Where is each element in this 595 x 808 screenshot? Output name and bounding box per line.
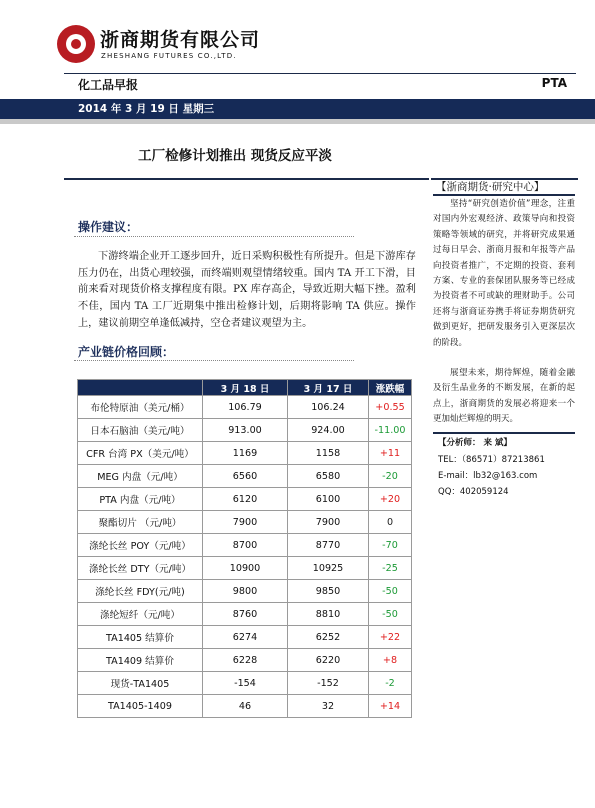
research-center-intro: 坚持“研究创造价值”理念，注重对国内外宏观经济、政策导向和投资策略等领域的研究，并将研究成果通过每日早会、浙商月报和年报等产品向投资者推广，不定期的投资、套利方案、专业的套保团队服务等已经成为投资者不可或缺的理财助手。公司还将与浙商证券携手将证券期货研究做到更好，把研发服务引入更深层次的阶段。: [433, 199, 575, 348]
change-cell: +8: [369, 649, 412, 672]
value-mar18-cell: 6228: [203, 649, 288, 672]
change-cell: +14: [369, 695, 412, 718]
value-mar17-cell: 10925: [288, 557, 369, 580]
change-cell: +20: [369, 488, 412, 511]
item-name-cell: 日本石脑油（美元/吨）: [78, 419, 203, 442]
price-table: [77, 379, 412, 718]
table-row: [78, 534, 412, 557]
item-name-cell: TA1409 结算价: [78, 649, 203, 672]
analyst-rule: [433, 432, 575, 434]
item-name-cell: 现货-TA1405: [78, 672, 203, 695]
research-center-title: 【浙商期货·研究中心】: [436, 181, 545, 193]
research-center-outlook: 展望未来，期待辉煌，随着金融及衍生品业务的不断发展，在新的起点上，浙商期货的发展必将迎来一个更加灿烂辉煌的明天。: [433, 368, 575, 425]
item-name-cell: PTA 内盘（元/吨）: [78, 488, 203, 511]
value-mar17-cell: 7900: [288, 511, 369, 534]
research-center-rule: [433, 194, 575, 196]
report-product: PTA: [541, 76, 567, 90]
value-mar17-cell: 8770: [288, 534, 369, 557]
value-mar18-cell: 10900: [203, 557, 288, 580]
price-table-body: [78, 396, 412, 718]
item-name-cell: TA1405-1409: [78, 695, 203, 718]
table-row: [78, 603, 412, 626]
value-mar18-cell: 913.00: [203, 419, 288, 442]
item-name-cell: 涤纶长丝 DTY（元/吨）: [78, 557, 203, 580]
table-header-row: [78, 380, 412, 396]
table-row: [78, 557, 412, 580]
table-row: [78, 465, 412, 488]
change-cell: 0: [369, 511, 412, 534]
date-bar-shadow: [0, 119, 595, 124]
item-name-cell: 布伦特原油（美元/桶）: [78, 396, 203, 419]
value-mar18-cell: 7900: [203, 511, 288, 534]
table-header-cell: 3 月 17 日: [288, 380, 369, 396]
table-row: [78, 649, 412, 672]
value-mar18-cell: 1169: [203, 442, 288, 465]
company-emblem-icon: [57, 25, 95, 63]
date-bar: [0, 99, 595, 119]
table-row: [78, 396, 412, 419]
value-mar17-cell: 6580: [288, 465, 369, 488]
review-divider: [74, 360, 354, 361]
table-row: [78, 695, 412, 718]
header-rule: [64, 73, 576, 74]
value-mar18-cell: 6560: [203, 465, 288, 488]
table-row: [78, 672, 412, 695]
advice-divider: [74, 236, 354, 237]
report-type: 化工品早报: [78, 78, 139, 92]
value-mar18-cell: 106.79: [203, 396, 288, 419]
value-mar17-cell: 8810: [288, 603, 369, 626]
table-row: [78, 626, 412, 649]
value-mar17-cell: 6220: [288, 649, 369, 672]
item-name-cell: TA1405 结算价: [78, 626, 203, 649]
value-mar18-cell: 8760: [203, 603, 288, 626]
value-mar18-cell: 6120: [203, 488, 288, 511]
advice-title: 操作建议：: [78, 220, 139, 234]
change-cell: -50: [369, 603, 412, 626]
change-cell: -70: [369, 534, 412, 557]
value-mar18-cell: -154: [203, 672, 288, 695]
report-title-row: [78, 76, 567, 94]
value-mar17-cell: 6252: [288, 626, 369, 649]
review-title: 产业链价格回顾：: [78, 345, 175, 359]
analyst-qq: QQ：402059124: [438, 487, 509, 497]
company-name-en: ZHESHANG FUTURES CO.,LTD.: [101, 52, 237, 60]
item-name-cell: 聚酯切片 （元/吨）: [78, 511, 203, 534]
table-row: [78, 511, 412, 534]
value-mar17-cell: 6100: [288, 488, 369, 511]
report-headline: 工厂检修计划推出 现货反应平淡: [138, 148, 332, 164]
table-row: [78, 580, 412, 603]
value-mar17-cell: 9850: [288, 580, 369, 603]
table-row: [78, 419, 412, 442]
content-rule: [64, 178, 429, 180]
value-mar17-cell: 924.00: [288, 419, 369, 442]
table-header-cell: 涨跌幅: [369, 380, 412, 396]
change-cell: -20: [369, 465, 412, 488]
value-mar17-cell: 106.24: [288, 396, 369, 419]
value-mar18-cell: 8700: [203, 534, 288, 557]
advice-text: 下游终端企业开工逐步回升，近日采购积极性有所提升。但是下游库存压力仍在，出货心理较强，而终端则观望情绪较重。国内 TA 开工下滑，目前来看对现货价格支撑程度有限。PX 库存高企，导致近期大幅下挫。盈利不佳，国内 TA 工厂近期集中推出检修计划，后期将影响 TA 供应。操作上，建议前期空单逢低减持，空仓者建议观望为主。: [78, 251, 416, 329]
change-cell: -50: [369, 580, 412, 603]
value-mar17-cell: 1158: [288, 442, 369, 465]
analyst-tel: TEL：（86571）87213861: [438, 455, 545, 465]
item-name-cell: 涤纶短纤（元/吨）: [78, 603, 203, 626]
value-mar18-cell: 46: [203, 695, 288, 718]
analyst-email: E-mail：lb32@163.com: [438, 471, 538, 481]
company-name-cn: 浙商期货有限公司: [100, 29, 261, 51]
change-cell: -11.00: [369, 419, 412, 442]
table-header-cell: 3 月 18 日: [203, 380, 288, 396]
item-name-cell: 涤纶长丝 FDY(元/吨): [78, 580, 203, 603]
change-cell: -2: [369, 672, 412, 695]
item-name-cell: MEG 内盘（元/吨）: [78, 465, 203, 488]
table-header-cell: [78, 380, 203, 396]
change-cell: +0.55: [369, 396, 412, 419]
company-logo: [57, 23, 397, 69]
report-date: 2014 年 3 月 19 日 星期三: [78, 103, 215, 115]
change-cell: -25: [369, 557, 412, 580]
value-mar18-cell: 9800: [203, 580, 288, 603]
item-name-cell: 涤纶长丝 POY（元/吨）: [78, 534, 203, 557]
value-mar18-cell: 6274: [203, 626, 288, 649]
analyst-name: 【分析师： 来 斌】: [438, 438, 512, 448]
table-row: [78, 488, 412, 511]
table-row: [78, 442, 412, 465]
value-mar17-cell: 32: [288, 695, 369, 718]
item-name-cell: CFR 台湾 PX（美元/吨）: [78, 442, 203, 465]
change-cell: +11: [369, 442, 412, 465]
change-cell: +22: [369, 626, 412, 649]
value-mar17-cell: -152: [288, 672, 369, 695]
